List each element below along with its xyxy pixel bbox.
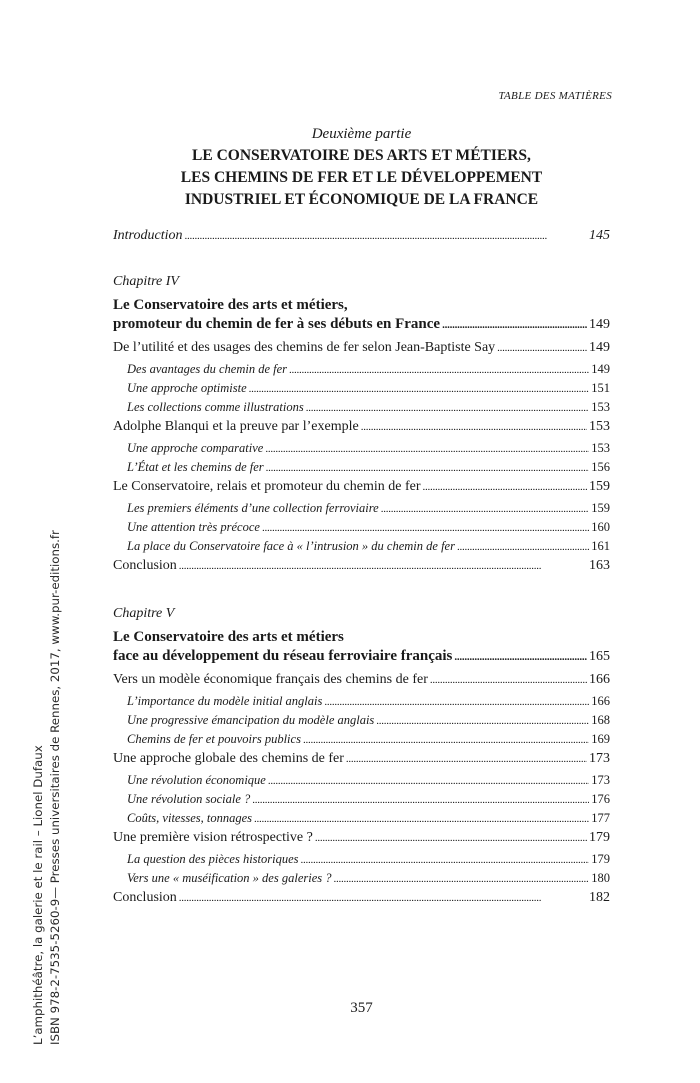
side-credit-line: L’amphithéâtre, la galerie et le rail – Lionel Dufaux <box>31 745 45 1045</box>
toc-subsection[interactable] <box>113 381 610 400</box>
toc-entry-page: 161 <box>591 539 610 553</box>
toc-entry-label: Conclusion <box>113 558 177 573</box>
toc-introduction <box>113 228 610 250</box>
toc-entry-label: Une approche globale des chemins de fer <box>113 751 344 766</box>
toc-entry-label: Conclusion <box>113 890 177 905</box>
toc-entry-label: Chemins de fer et pouvoirs publics <box>127 732 301 746</box>
toc-entry-label: Adolphe Blanqui et la preuve par l’exemple <box>113 419 359 434</box>
toc-section[interactable] <box>113 751 610 773</box>
toc-entry-page: 173 <box>591 773 610 787</box>
side-credit-line: ISBN 978-2-7535-5260-9— Presses universitaires de Rennes, 2017, www.pur-editions.fr <box>48 530 62 1045</box>
toc-subsection[interactable] <box>113 852 610 871</box>
toc-entry-label: De l’utilité et des usages des chemins de fer selon Jean-Baptiste Say <box>113 340 496 355</box>
toc-entry-page: 168 <box>591 713 610 727</box>
dot-leader <box>454 648 587 665</box>
toc-entry-page: 149 <box>589 340 610 355</box>
dot-leader <box>346 751 587 767</box>
dot-leader <box>334 871 590 886</box>
part-title-line: LE CONSERVATOIRE DES ARTS ET MÉTIERS, <box>192 147 531 164</box>
toc-subsection[interactable] <box>113 811 610 830</box>
toc-entry-page: 149 <box>591 362 610 376</box>
toc-entry-page: 149 <box>589 317 610 332</box>
toc-section[interactable] <box>113 479 610 501</box>
dot-leader <box>179 890 587 906</box>
toc-entry-label: La question des pièces historiques <box>127 852 299 866</box>
toc-subsection[interactable] <box>113 694 610 713</box>
toc-conclusion[interactable] <box>113 558 610 580</box>
toc-entry-label: Une révolution économique <box>127 773 266 787</box>
toc-entry-page: 159 <box>589 479 610 494</box>
running-head: TABLE DES MATIÈRES <box>498 90 612 102</box>
page-number: 357 <box>350 1000 373 1016</box>
dot-leader <box>268 773 589 788</box>
dot-leader <box>262 520 589 535</box>
dot-leader <box>430 672 587 688</box>
toc-entry-label: Des avantages du chemin de fer <box>127 362 288 376</box>
toc-entry-label: Introduction <box>113 228 183 243</box>
toc-subsection[interactable] <box>113 441 610 460</box>
dot-leader <box>249 381 590 396</box>
toc-entry-label: La place du Conservatoire face à « l’intrusion » du chemin de fer <box>127 539 455 553</box>
toc-entry-page: 182 <box>589 890 610 905</box>
dot-leader <box>254 811 589 826</box>
dot-leader <box>381 501 590 516</box>
toc-entry[interactable] <box>113 228 610 250</box>
toc-entry-label: Vers une « muséification » des galeries ? <box>127 871 332 885</box>
toc-subsection[interactable] <box>113 362 610 381</box>
toc-section[interactable] <box>113 830 610 852</box>
toc-section[interactable] <box>113 340 610 362</box>
dot-leader <box>306 400 590 415</box>
dot-leader <box>497 340 587 356</box>
toc-subsection[interactable] <box>113 792 610 811</box>
toc-entry-label: Une révolution sociale ? <box>127 792 251 806</box>
dot-leader <box>376 713 589 728</box>
toc-subsection[interactable] <box>113 400 610 419</box>
dot-leader <box>265 441 589 456</box>
toc-subsection[interactable] <box>113 732 610 751</box>
chapter-title-line: face au développement du réseau ferroviaire français <box>113 648 453 664</box>
toc-subsection[interactable] <box>113 773 610 792</box>
toc-entry-label: Une approche optimiste <box>127 381 247 395</box>
toc-entry-page: 165 <box>589 649 610 664</box>
toc-entry-page: 156 <box>591 460 610 474</box>
toc-entry-page: 153 <box>591 441 610 455</box>
chapter-label: Chapitre IV <box>113 274 179 289</box>
toc-entry-page: 179 <box>591 852 610 866</box>
dot-leader <box>457 539 589 554</box>
toc-conclusion[interactable] <box>113 890 610 912</box>
toc-entry-page: 177 <box>591 811 610 825</box>
toc-subsection[interactable] <box>113 501 610 520</box>
toc-entry-label: Une progressive émancipation du modèle anglais <box>127 713 375 727</box>
toc-subsection[interactable] <box>113 713 610 732</box>
toc-entry-label: Coûts, vitesses, tonnages <box>127 811 252 825</box>
dot-leader <box>184 228 587 244</box>
toc-entry-label: L’importance du modèle initial anglais <box>127 694 323 708</box>
toc-subsection[interactable] <box>113 539 610 558</box>
chapter-label: Chapitre V <box>113 606 175 621</box>
toc-entry-label: Les premiers éléments d’une collection ferroviaire <box>127 501 379 515</box>
dot-leader <box>289 362 589 377</box>
dot-leader <box>301 852 590 867</box>
toc-entry-label: Une première vision rétrospective ? <box>113 830 313 845</box>
toc-entry-page: 169 <box>591 732 610 746</box>
dot-leader <box>423 479 588 495</box>
toc-entry-label: Une attention très précoce <box>127 520 260 534</box>
dot-leader <box>324 694 589 709</box>
toc-chapter-5 <box>113 604 610 912</box>
toc-entry-label: L’État et les chemins de fer <box>127 460 264 474</box>
toc-entry-label: Le Conservatoire, relais et promoteur du chemin de fer <box>113 479 421 494</box>
part-heading <box>113 125 610 211</box>
toc-section[interactable] <box>113 419 610 441</box>
toc-entry-page: 166 <box>589 672 610 687</box>
toc-entry-label: Une approche comparative <box>127 441 264 455</box>
chapter-title-line: Le Conservatoire des arts et métiers <box>113 629 344 645</box>
toc-entry-page: 166 <box>591 694 610 708</box>
toc-entry-page: 173 <box>589 751 610 766</box>
toc-entry-page: 145 <box>589 228 610 243</box>
toc-entry-label: Les collections comme illustrations <box>127 400 304 414</box>
toc-entry-page: 160 <box>591 520 610 534</box>
toc-subsection[interactable] <box>113 520 610 539</box>
toc-entry-page: 176 <box>591 792 610 806</box>
dot-leader <box>303 732 589 747</box>
side-credit <box>30 530 64 1045</box>
part-title-line: LES CHEMINS DE FER ET LE DÉVELOPPEMENT <box>180 169 543 186</box>
toc-entry-page: 153 <box>589 419 610 434</box>
chapter-title-line: promoteur du chemin de fer à ses débuts en France <box>113 316 441 332</box>
toc-entry-page: 153 <box>591 400 610 414</box>
toc-entry-page: 180 <box>591 871 610 885</box>
dot-leader <box>361 419 587 435</box>
part-title-line: INDUSTRIEL ET ÉCONOMIQUE DE LA FRANCE <box>184 191 539 208</box>
dot-leader <box>252 792 589 807</box>
toc-section[interactable] <box>113 672 610 694</box>
toc-entry-page: 179 <box>589 830 610 845</box>
dot-leader <box>442 316 587 333</box>
dot-leader <box>315 830 587 846</box>
chapter-title-line: Le Conservatoire des arts et métiers, <box>113 297 348 313</box>
toc-subsection[interactable] <box>113 871 610 890</box>
dot-leader <box>179 558 587 574</box>
toc-subsection[interactable] <box>113 460 610 479</box>
toc-entry-label: Vers un modèle économique français des chemins de fer <box>113 672 428 687</box>
chapter-title-entry[interactable] <box>113 648 610 670</box>
part-label: Deuxième partie <box>311 126 412 142</box>
toc-entry-page: 151 <box>591 381 610 395</box>
dot-leader <box>266 460 590 475</box>
toc-entry-page: 159 <box>591 501 610 515</box>
chapter-title-entry[interactable] <box>113 316 610 338</box>
toc-entry-page: 163 <box>589 558 610 573</box>
toc-chapter-4 <box>113 272 610 580</box>
